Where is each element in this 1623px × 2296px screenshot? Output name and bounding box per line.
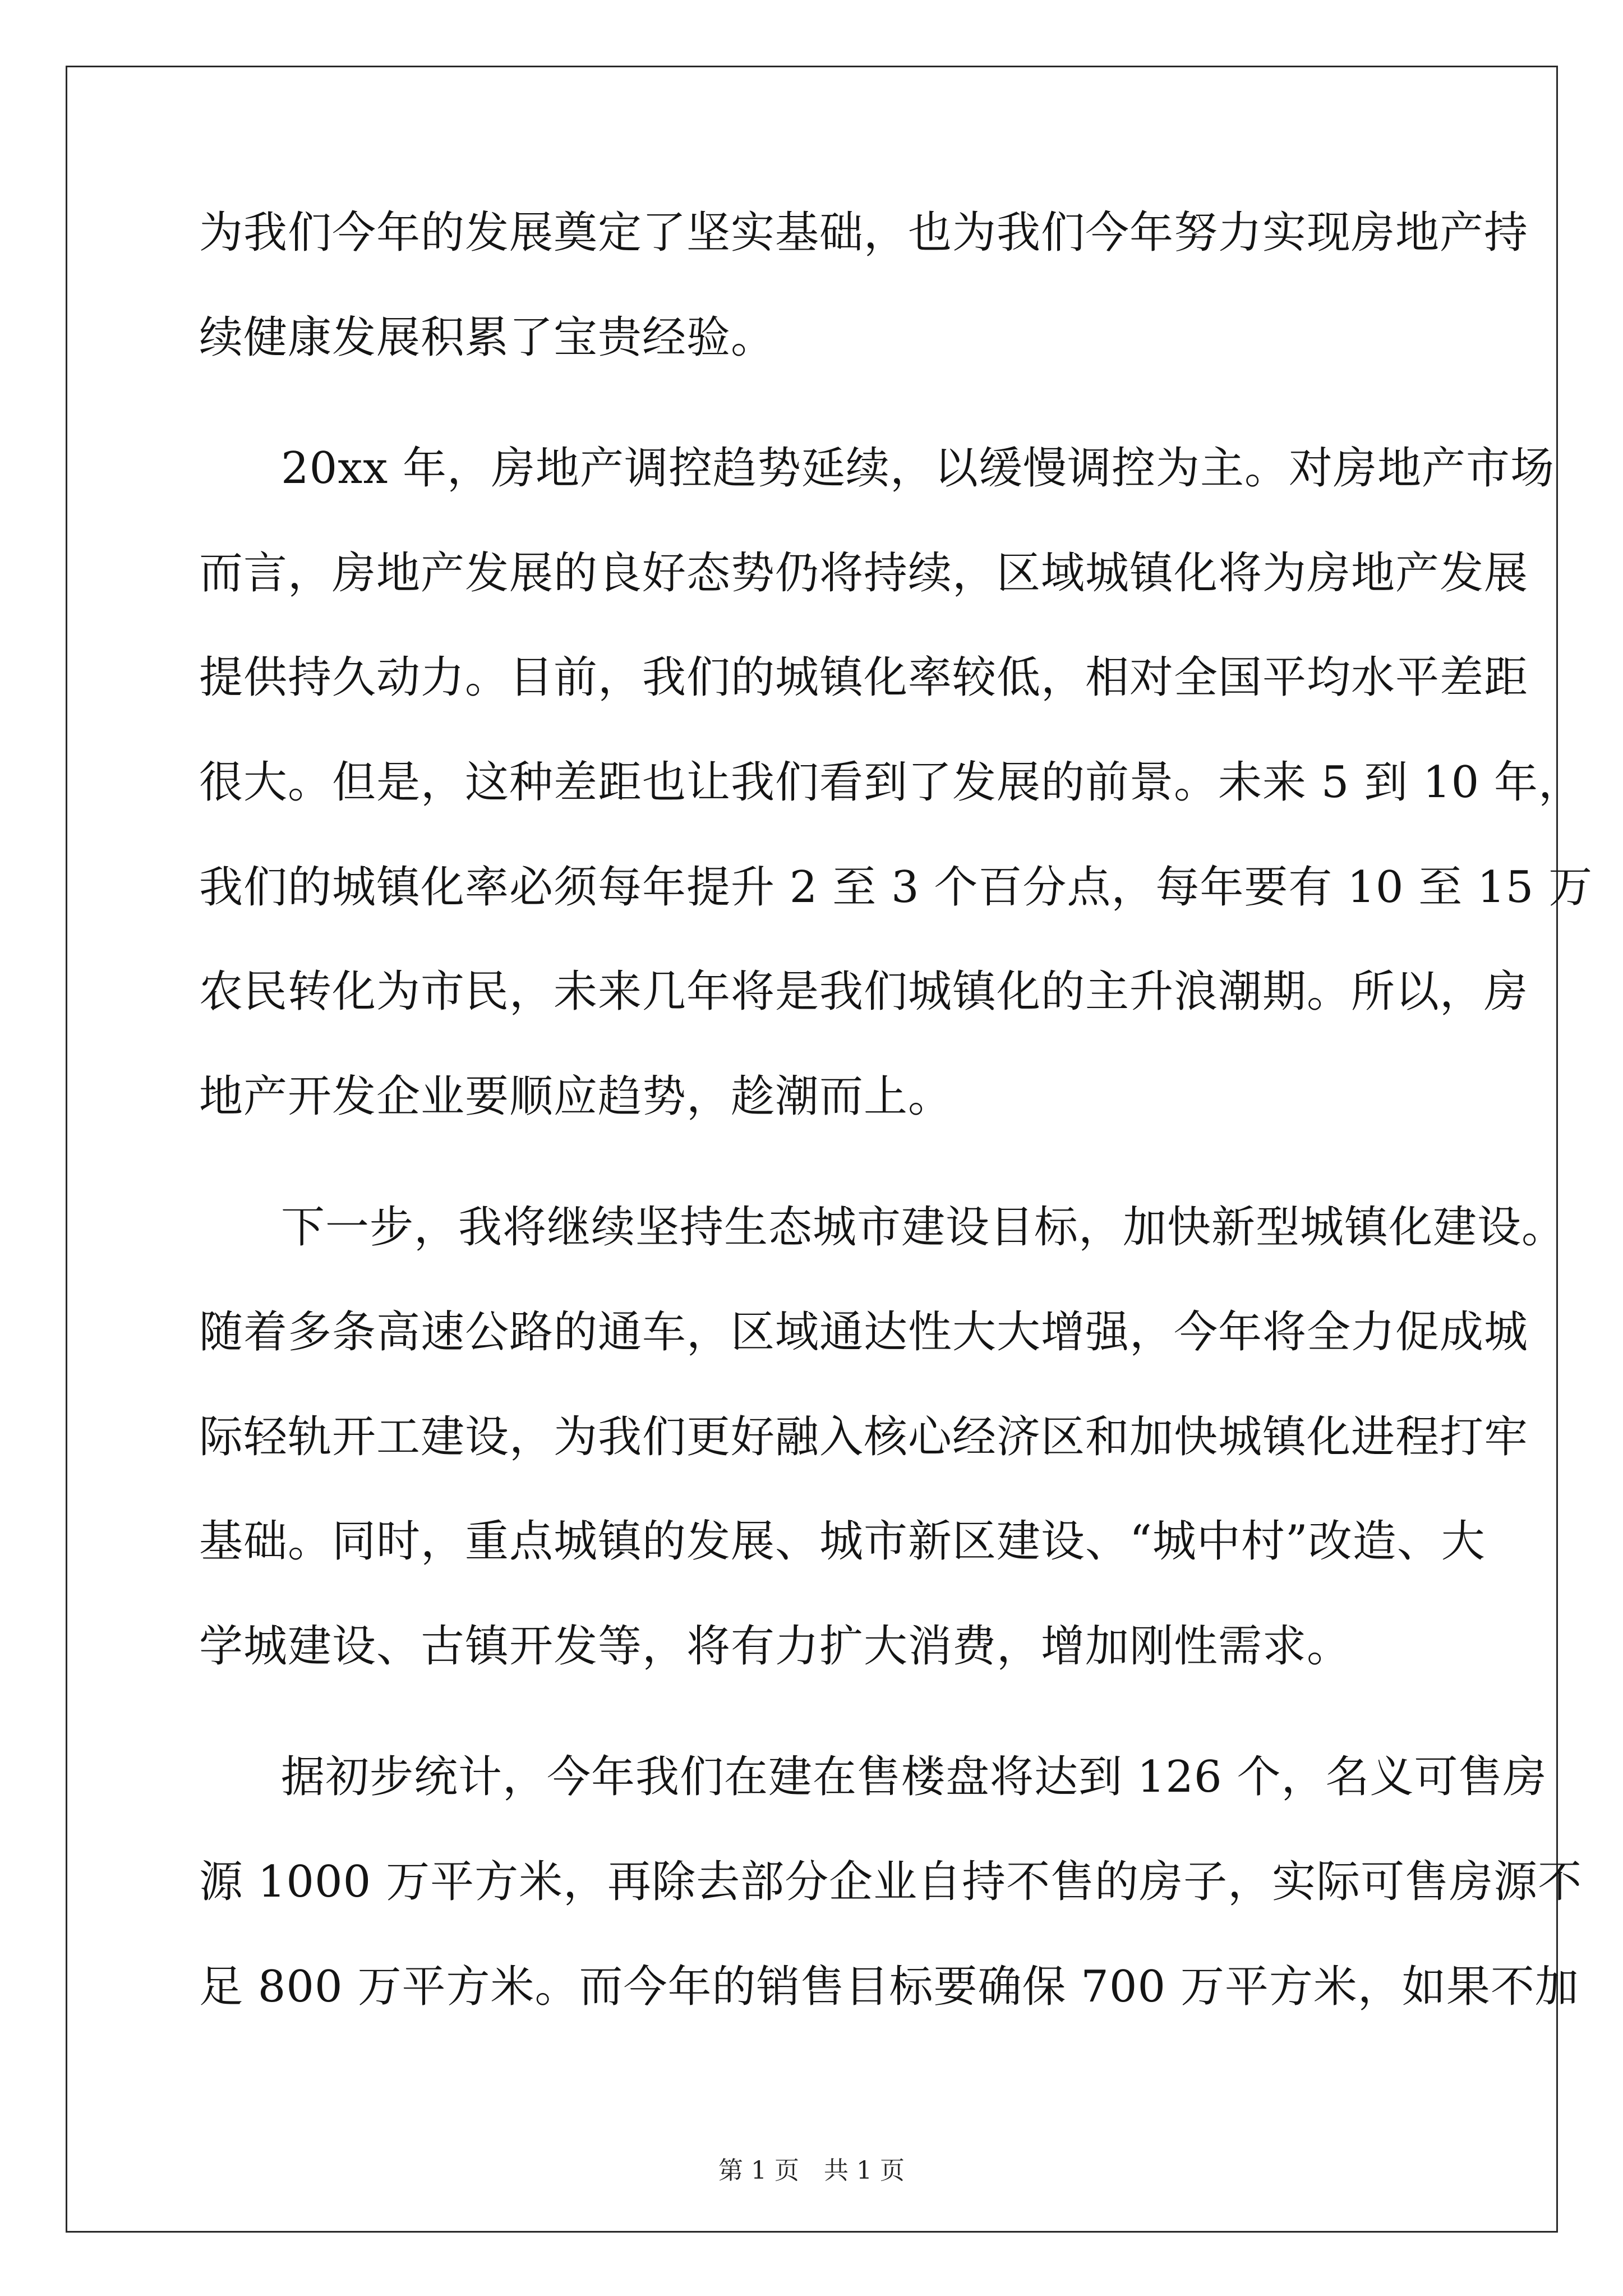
text-line: 随着多条高速公路的通车，区域通达性大大增强，今年将全力促成城 <box>199 1307 1529 1358</box>
page-number: 第 1 页 共 1 页 <box>718 2156 905 2185</box>
text-line: 我们的城镇化率必须每年提升 2 至 3 个百分点，每年要有 10 至 15 万 <box>199 862 1593 913</box>
text-line: 地产开发企业要顺应趋势，趁潮而上。 <box>199 1071 953 1122</box>
text-line: 源 1000 万平方米，再除去部分企业自持不售的房子，实际可售房源不 <box>199 1857 1583 1907</box>
text-line: 据初步统计，今年我们在建在售楼盘将达到 126 个，名义可售房 <box>281 1752 1547 1802</box>
text-line: 续健康发展积累了宝贵经验。 <box>199 312 776 363</box>
text-line: 20xx 年，房地产调控趋势延续，以缓慢调控为主。对房地产市场 <box>281 443 1555 494</box>
text-line: 而言，房地产发展的良好态势仍将持续，区域城镇化将为房地产发展 <box>199 548 1529 599</box>
text-line: 为我们今年的发展奠定了坚实基础，也为我们今年努力实现房地产持 <box>199 208 1529 258</box>
text-line: 农民转化为市民，未来几年将是我们城镇化的主升浪潮期。所以，房 <box>199 967 1529 1017</box>
text-line: 很大。但是，这种差距也让我们看到了发展的前景。未来 5 到 10 年， <box>199 757 1583 808</box>
text-line: 提供持久动力。目前，我们的城镇化率较低，相对全国平均水平差距 <box>199 652 1529 703</box>
text-line: 下一步，我将继续坚持生态城市建设目标，加快新型城镇化建设。 <box>281 1202 1566 1253</box>
text-line: 基础。同时，重点城镇的发展、城市新区建设、“城中村”改造、大 <box>199 1516 1486 1567</box>
text-line: 足 800 万平方米。而今年的销售目标要确保 700 万平方米，如果不加 <box>199 1962 1579 2012</box>
text-line: 际轻轨开工建设，为我们更好融入核心经济区和加快城镇化进程打牢 <box>199 1412 1529 1462</box>
text-line: 学城建设、古镇开发等，将有力扩大消费，增加刚性需求。 <box>199 1621 1352 1672</box>
